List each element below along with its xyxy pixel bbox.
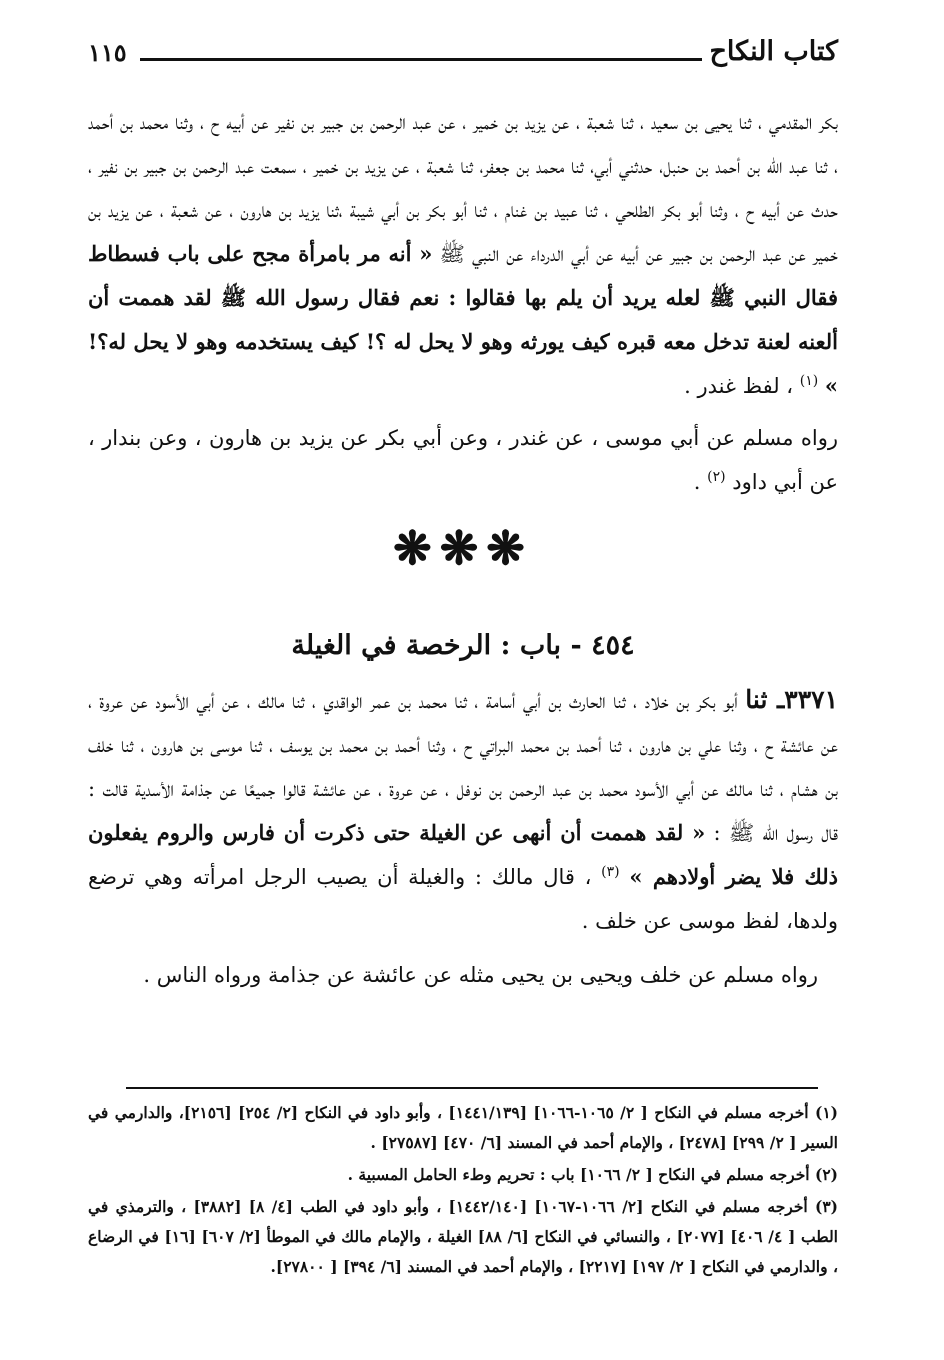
paragraph-riwaya: رواه مسلم عن خلف ويحيى بن يحيى مثله عن عائشة عن جذامة ورواه الناس . xyxy=(143,963,818,987)
page-number: ١١٥ xyxy=(88,38,127,67)
hadith-matn: « لقد هممت أن أنهى عن الغيلة حتى ذكرت أن فارس والروم يفعلون ذلك فلا يضر أولادهم » xyxy=(88,820,838,889)
paragraph-text: رواه مسلم عن أبي موسى ، عن غندر ، وعن أبي بكر عن يزيد بن هارون ، وعن بندار ، عن أبي داود xyxy=(88,426,838,494)
hadith-matn: « أنه مر بامرأة مجح على باب فسطاط فقال النبي ﷺ لعله يريد أن يلم بها فقالوا : نعم فقال رسول الله ﷺ لقد هممت أن ألعنه لعنة تدخل معه قبره كيف يورثه وهو لا يحل له ؟! كيف يستخدمه وهو لا يحل له؟! » xyxy=(88,241,838,398)
main-text xyxy=(88,100,838,997)
paragraph-text: أبو بكر بن خلاد ، ثنا الحارث بن أبي أسامة ، ثنا محمد بن عمر الواقدي ، ثنا مالك ، عن أبي الأسود عن عروة ، عن عائشة ح ، وثنا علي بن هارون ، ثنا أحمد بن محمد البراتي ح ، وثنا أحمد بن محمد بن يوسف ، ثنا موسى بن هارون ، ثنا خلف بن هشام ، ثنا مالك عن أبي الأسود محمد بن عبد الرحمن بن نوفل ، عن عروة ، عن عائشة قالوا جميعًا عن جذامة الأسدية قالت : قال رسول الله ﷺ : xyxy=(88,689,838,845)
paragraph-tail: ، لفظ غندر . xyxy=(684,374,800,398)
header-rule xyxy=(140,58,702,61)
section-divider-stars: ❋❋❋ xyxy=(393,521,533,575)
book-title: كتاب النكاح xyxy=(709,36,838,67)
hadith-number: ٣٣٧١ـ ثنا xyxy=(745,685,838,714)
footnote-ref-2: (٢) xyxy=(707,469,726,485)
footnote-ref-3: (٣) xyxy=(601,864,620,880)
paragraph-takhrij xyxy=(88,416,838,504)
footnote-3: (٣) أخرجه مسلم في النكاح [٢/ ١٠٦٦-١٠٦٧] [١٤٤٢/١٤٠] ، وأبو داود في الطب [٤/ ٨] [٣٨٨٢] ، والترمذي في الطب [ ٤/ ٤٠٦] [٢٠٧٧] ، والنسائي في النكاح [٦/ ٨٨] الغيلة ، والإمام مالك في الموطأ [٢/ ٦٠٧] [١٦] في الرضاع ، والدارمي في النكاح [ ٢/ ١٩٧] [٢٢١٧] ، والإمام أحمد في المسند [٦/ ٣٩٤] [ ٢٧٨٠٠]. xyxy=(88,1197,838,1276)
footnote-ref-1: (١) xyxy=(799,373,819,389)
footnote-1: (١) أخرجه مسلم في النكاح [ ٢/ ١٠٦٥-١٠٦٦] [١٤٤١/١٣٩] ، وأبو داود في النكاح [٢/ ٢٥٤] [٢١٥٦]، والدارمي في السير [ ٢/ ٢٩٩] [٢٤٧٨] ، والإمام أحمد في المسند [٦/ ٤٧٠] [٢٧٥٨٧] . xyxy=(88,1103,838,1152)
paragraph-text: بكر المقدمي ، ثنا يحيى بن سعيد ، ثنا شعبة ، عن يزيد بن خمير ، عن عبد الرحمن بن جبير بن نفير عن أبيه ح ، وثنا محمد بن أحمد ، ثنا عبد الله بن أحمد بن حنبل، حدثني أبي، ثنا محمد بن جعفر، ثنا شعبة ، عن يزيد بن خمير ، سمعت عبد الرحمن بن جبير بن نفير ، حدث عن أبيه ح ، وثنا أبو بكر الطلحي ، ثنا عبيد بن غنام ، ثنا أبو بكر بن أبي شيبة ،ثنا يزيد بن هارون ، عن شعبة ، عن يزيد بن خمير عن عبد الرحمن بن جبير عن أبيه عن أبي الدرداء عن النبي ﷺ xyxy=(88,110,839,266)
paragraph-tail: ، قال مالك : والغيلة أن يصيب الرجل امرأته وهي ترضع ولدها، لفظ موسى عن خلف . xyxy=(88,865,838,933)
paragraph-tail: . xyxy=(693,470,708,494)
footnote-divider xyxy=(126,1087,818,1089)
paragraph-hadith-3371 xyxy=(88,678,838,943)
chapter-heading: ٤٥٤ - باب : الرخصة في الغيلة xyxy=(291,630,635,661)
footnotes xyxy=(88,1098,838,1282)
page-header xyxy=(88,28,838,78)
paragraph-hadith-chain xyxy=(88,100,838,408)
footnote-2: (٢) أخرجه مسلم في النكاح [ ٢/ ١٠٦٦] باب : تحريم وطء الحامل المسبية . xyxy=(347,1165,838,1184)
